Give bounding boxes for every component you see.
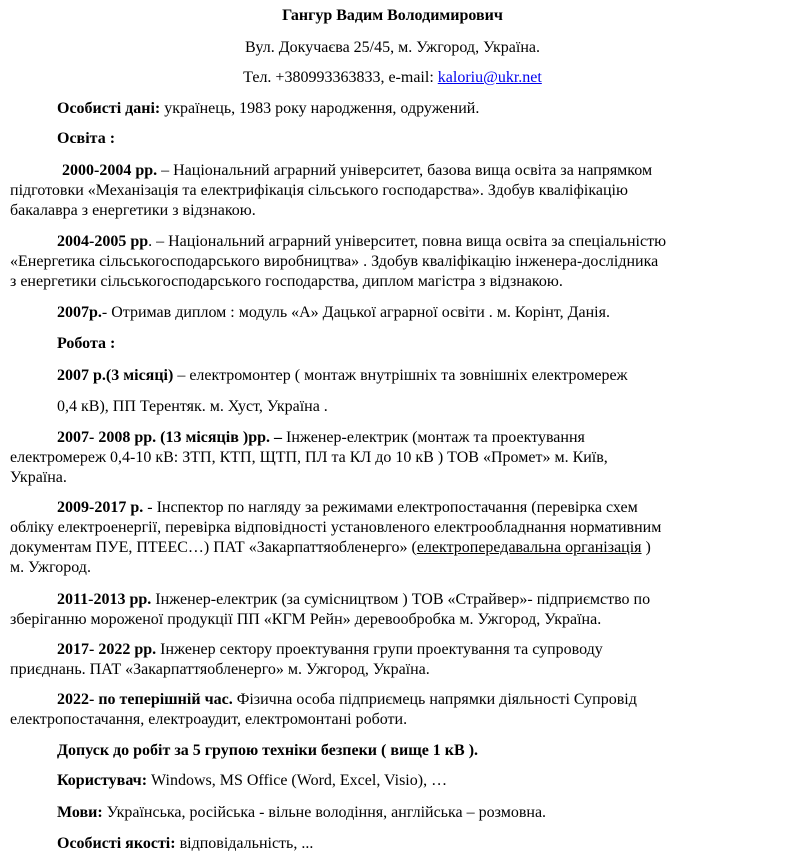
education-heading: Освіта : — [57, 130, 116, 147]
work-item-5-line-1: 2017- 2022 рр. Інженер сектору проектування групи проектування та супроводу — [57, 641, 603, 658]
work-item-3-line-4: м. Ужгород. — [10, 559, 91, 576]
work-item-6-line-2: електропостачання, електроаудит, електромонтані роботи. — [10, 711, 408, 728]
safety-clearance: Допуск до робіт за 5 групою техніки безпеки ( вище 1 кВ ). — [57, 742, 479, 759]
education-item-3: 2007р.- Отримав диплом : модуль «А» Дацької аграрної освіти . м. Корінт, Данія. — [57, 304, 610, 321]
work-heading: Робота : — [57, 335, 116, 352]
education-item-2-line-3: з енергетики сільськогосподарського господарства, диплом магістра з відзнакою. — [10, 273, 563, 290]
work-item-2-line-1: 2007- 2008 рр. (13 місяців )рр. – Інженер-електрик (монтаж та проектування — [57, 429, 585, 446]
education-item-1-line-2: підготовки «Механізація та електрифікація сільського господарства». Здобув кваліфікацію — [10, 182, 628, 199]
education-item-1-line-1: 2000-2004 рр. – Національний аграрний університет, базова вища освіта за напрямком — [62, 162, 653, 179]
work-item-3-line-3: документам ПУЕ, ПТЕЕС…) ПАТ «Закарпаттяобленерго» (електропередавальна організація ) — [10, 539, 651, 556]
education-item-2-line-2: «Енергетика сільськогосподарського виробництва» . Здобув кваліфікацію інженера-дослідника — [10, 253, 659, 270]
personal-data: Особисті дані: українець, 1983 року народження, одружений. — [57, 100, 480, 117]
work-item-4-line-1: 2011-2013 рр. Інженер-електрик (за сумісництвом ) ТОВ «Страйвер»- підприємство по — [57, 591, 651, 608]
email-link[interactable]: kaloriu@ukr.net — [437, 69, 542, 86]
underlined-organization: електропередавальна організація — [416, 539, 642, 556]
work-item-4-line-2: зберіганню мороженої продукції ПП «КГМ Рейн» деревообробка м. Ужгород, Україна. — [10, 611, 602, 628]
work-item-2-line-2: електромереж 0,4-10 кВ: ЗТП, КТП, ЩТП, ПЛ та КЛ до 10 кВ ) ТОВ «Промет» м. Київ, — [10, 449, 608, 466]
work-item-6-line-1: 2022- по теперішній час. Фізична особа підприємець напрямки діяльності Супровід — [57, 691, 637, 708]
work-item-1-line-1: 2007 р.(3 місяці) – електромонтер ( монтаж внутрішніх та зовнішніх електромереж — [57, 367, 628, 384]
computer-skills: Користувач: Windows, MS Office (Word, Excel, Visio), … — [57, 772, 448, 789]
education-item-1-line-3: бакалавра з енергетики з відзнакою. — [10, 202, 256, 219]
work-item-3-line-1: 2009-2017 р. - Інспектор по нагляду за режимами електропостачання (перевірка схем — [57, 499, 638, 516]
work-item-1-line-2: 0,4 кВ), ПП Терентяк. м. Хуст, Україна . — [57, 398, 328, 415]
phone-text: Тел. +380993363833, e-mail: — [243, 69, 438, 86]
contact-line — [0, 68, 785, 88]
languages: Мови: Українська, російська - вільне володіння, англійська – розмовна. — [57, 804, 547, 821]
work-item-5-line-2: приєднань. ПАТ «Закарпаттяобленерго» м. Ужгород, Україна. — [10, 661, 430, 678]
resume-name: Гангур Вадим Володимирович — [282, 7, 503, 24]
personal-label: Особисті дані: — [57, 100, 161, 117]
education-item-2-line-1: 2004-2005 рр. – Національний аграрний університет, повна вища освіта за спеціальністю — [57, 233, 667, 250]
address: Вул. Докучаєва 25/45, м. Ужгород, Україна. — [245, 39, 540, 56]
work-item-2-line-3: Україна. — [10, 469, 67, 486]
personal-qualities: Особисті якості: відповідальність, ... — [57, 835, 314, 852]
work-item-3-line-2: обліку електроенергії, перевірка відповідності установленого електрообладнання нормативним — [10, 519, 662, 536]
